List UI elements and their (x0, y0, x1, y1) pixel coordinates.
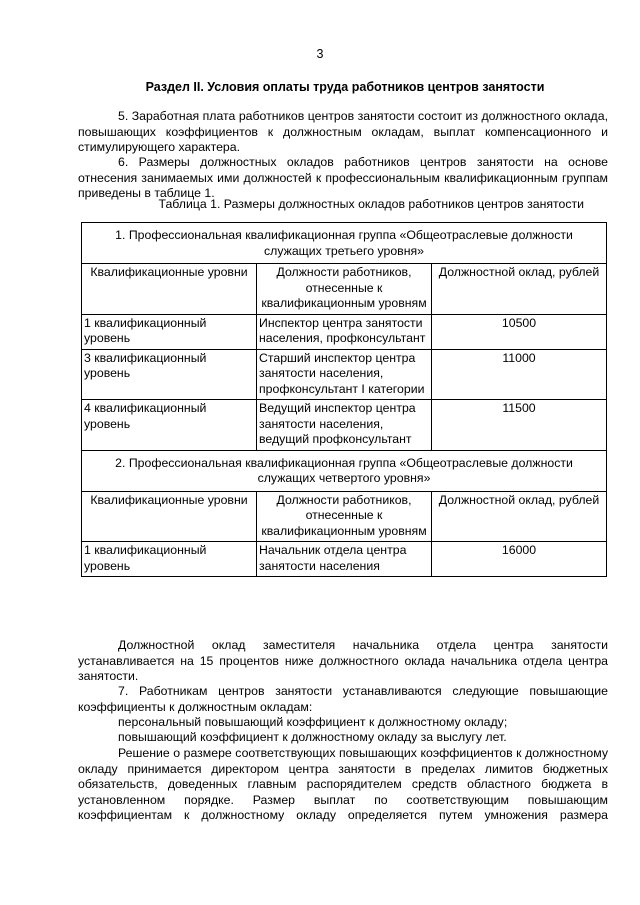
salary-cell: 10500 (432, 314, 607, 349)
paragraph-5: 5. Заработная плата работников центров занятости состоит из должностного оклада, повышающих коэффициентов к должностным окладам, выплат компенсационного и стимулирующего характера. (78, 109, 608, 155)
level-cell: 3 квалификационный уровень (82, 349, 257, 400)
group-2-title: 2. Профессиональная квалификационная группа «Общеотраслевые должности служащих четвертого уровня» (82, 450, 607, 491)
positions-cell: Начальник отдела центра занятости населения (257, 542, 432, 577)
header-levels: Квалификационные уровни (82, 264, 257, 315)
group-row (82, 223, 607, 264)
header-salary: Должностной оклад, рублей (432, 264, 607, 315)
table-row (82, 349, 607, 400)
header-positions: Должности работников, отнесенные к квалификационным уровням (257, 491, 432, 542)
table-row (82, 542, 607, 577)
table-row (82, 314, 607, 349)
deputy-salary-paragraph: Должностной оклад заместителя начальника отдела центра занятости устанавливается на 15 процентов ниже должностного оклада начальника отдела центра занятости. (78, 638, 608, 684)
paragraph-7: 7. Работникам центров занятости устанавливаются следующие повышающие коэффициенты к должностным окладам: (78, 684, 608, 714)
table-caption: Таблица 1. Размеры должностных окладов работников центров занятости (158, 197, 584, 211)
salary-table (81, 222, 607, 577)
table-row (82, 400, 607, 451)
positions-cell: Инспектор центра занятости населения, профконсультант (257, 314, 432, 349)
decision-paragraph: Решение о размере соответствующих повышающих коэффициентов к должностному окладу принимается директором центра занятости в пределах лимитов бюджетных обязательств, доведенных главным распорядителем средств областного бюджета в установленном порядке. Размер выплат по соответствующим повышающим коэффициентам к должностному окладу определяется путем умножения размера (78, 746, 608, 823)
salary-cell: 11000 (432, 349, 607, 400)
header-salary: Должностной оклад, рублей (432, 491, 607, 542)
header-row (82, 491, 607, 542)
section-title: Раздел II. Условия оплаты труда работников центров занятости (145, 80, 545, 94)
coefficient-item-2: повышающий коэффициент к должностному окладу за выслугу лет. (118, 730, 507, 744)
page-number: 3 (316, 47, 324, 61)
level-cell: 1 квалификационный уровень (82, 542, 257, 577)
header-row (82, 264, 607, 315)
paragraph-6: 6. Размеры должностных окладов работников центров занятости на основе отнесения занимаемых ими должностей к профессиональным квалификационным группам приведены в таблице 1. (78, 155, 608, 201)
header-positions: Должности работников, отнесенные к квалификационным уровням (257, 264, 432, 315)
group-1-title: 1. Профессиональная квалификационная группа «Общеотраслевые должности служащих третьего уровня» (82, 223, 607, 264)
positions-cell: Ведущий инспектор центра занятости населения, ведущий профконсультант (257, 400, 432, 451)
coefficient-item-1: персональный повышающий коэффициент к должностному окладу; (118, 715, 508, 729)
positions-cell: Старший инспектор центра занятости населения, профконсультант I категории (257, 349, 432, 400)
group-row (82, 450, 607, 491)
level-cell: 4 квалификационный уровень (82, 400, 257, 451)
salary-cell: 11500 (432, 400, 607, 451)
level-cell: 1 квалификационный уровень (82, 314, 257, 349)
salary-cell: 16000 (432, 542, 607, 577)
header-levels: Квалификационные уровни (82, 491, 257, 542)
